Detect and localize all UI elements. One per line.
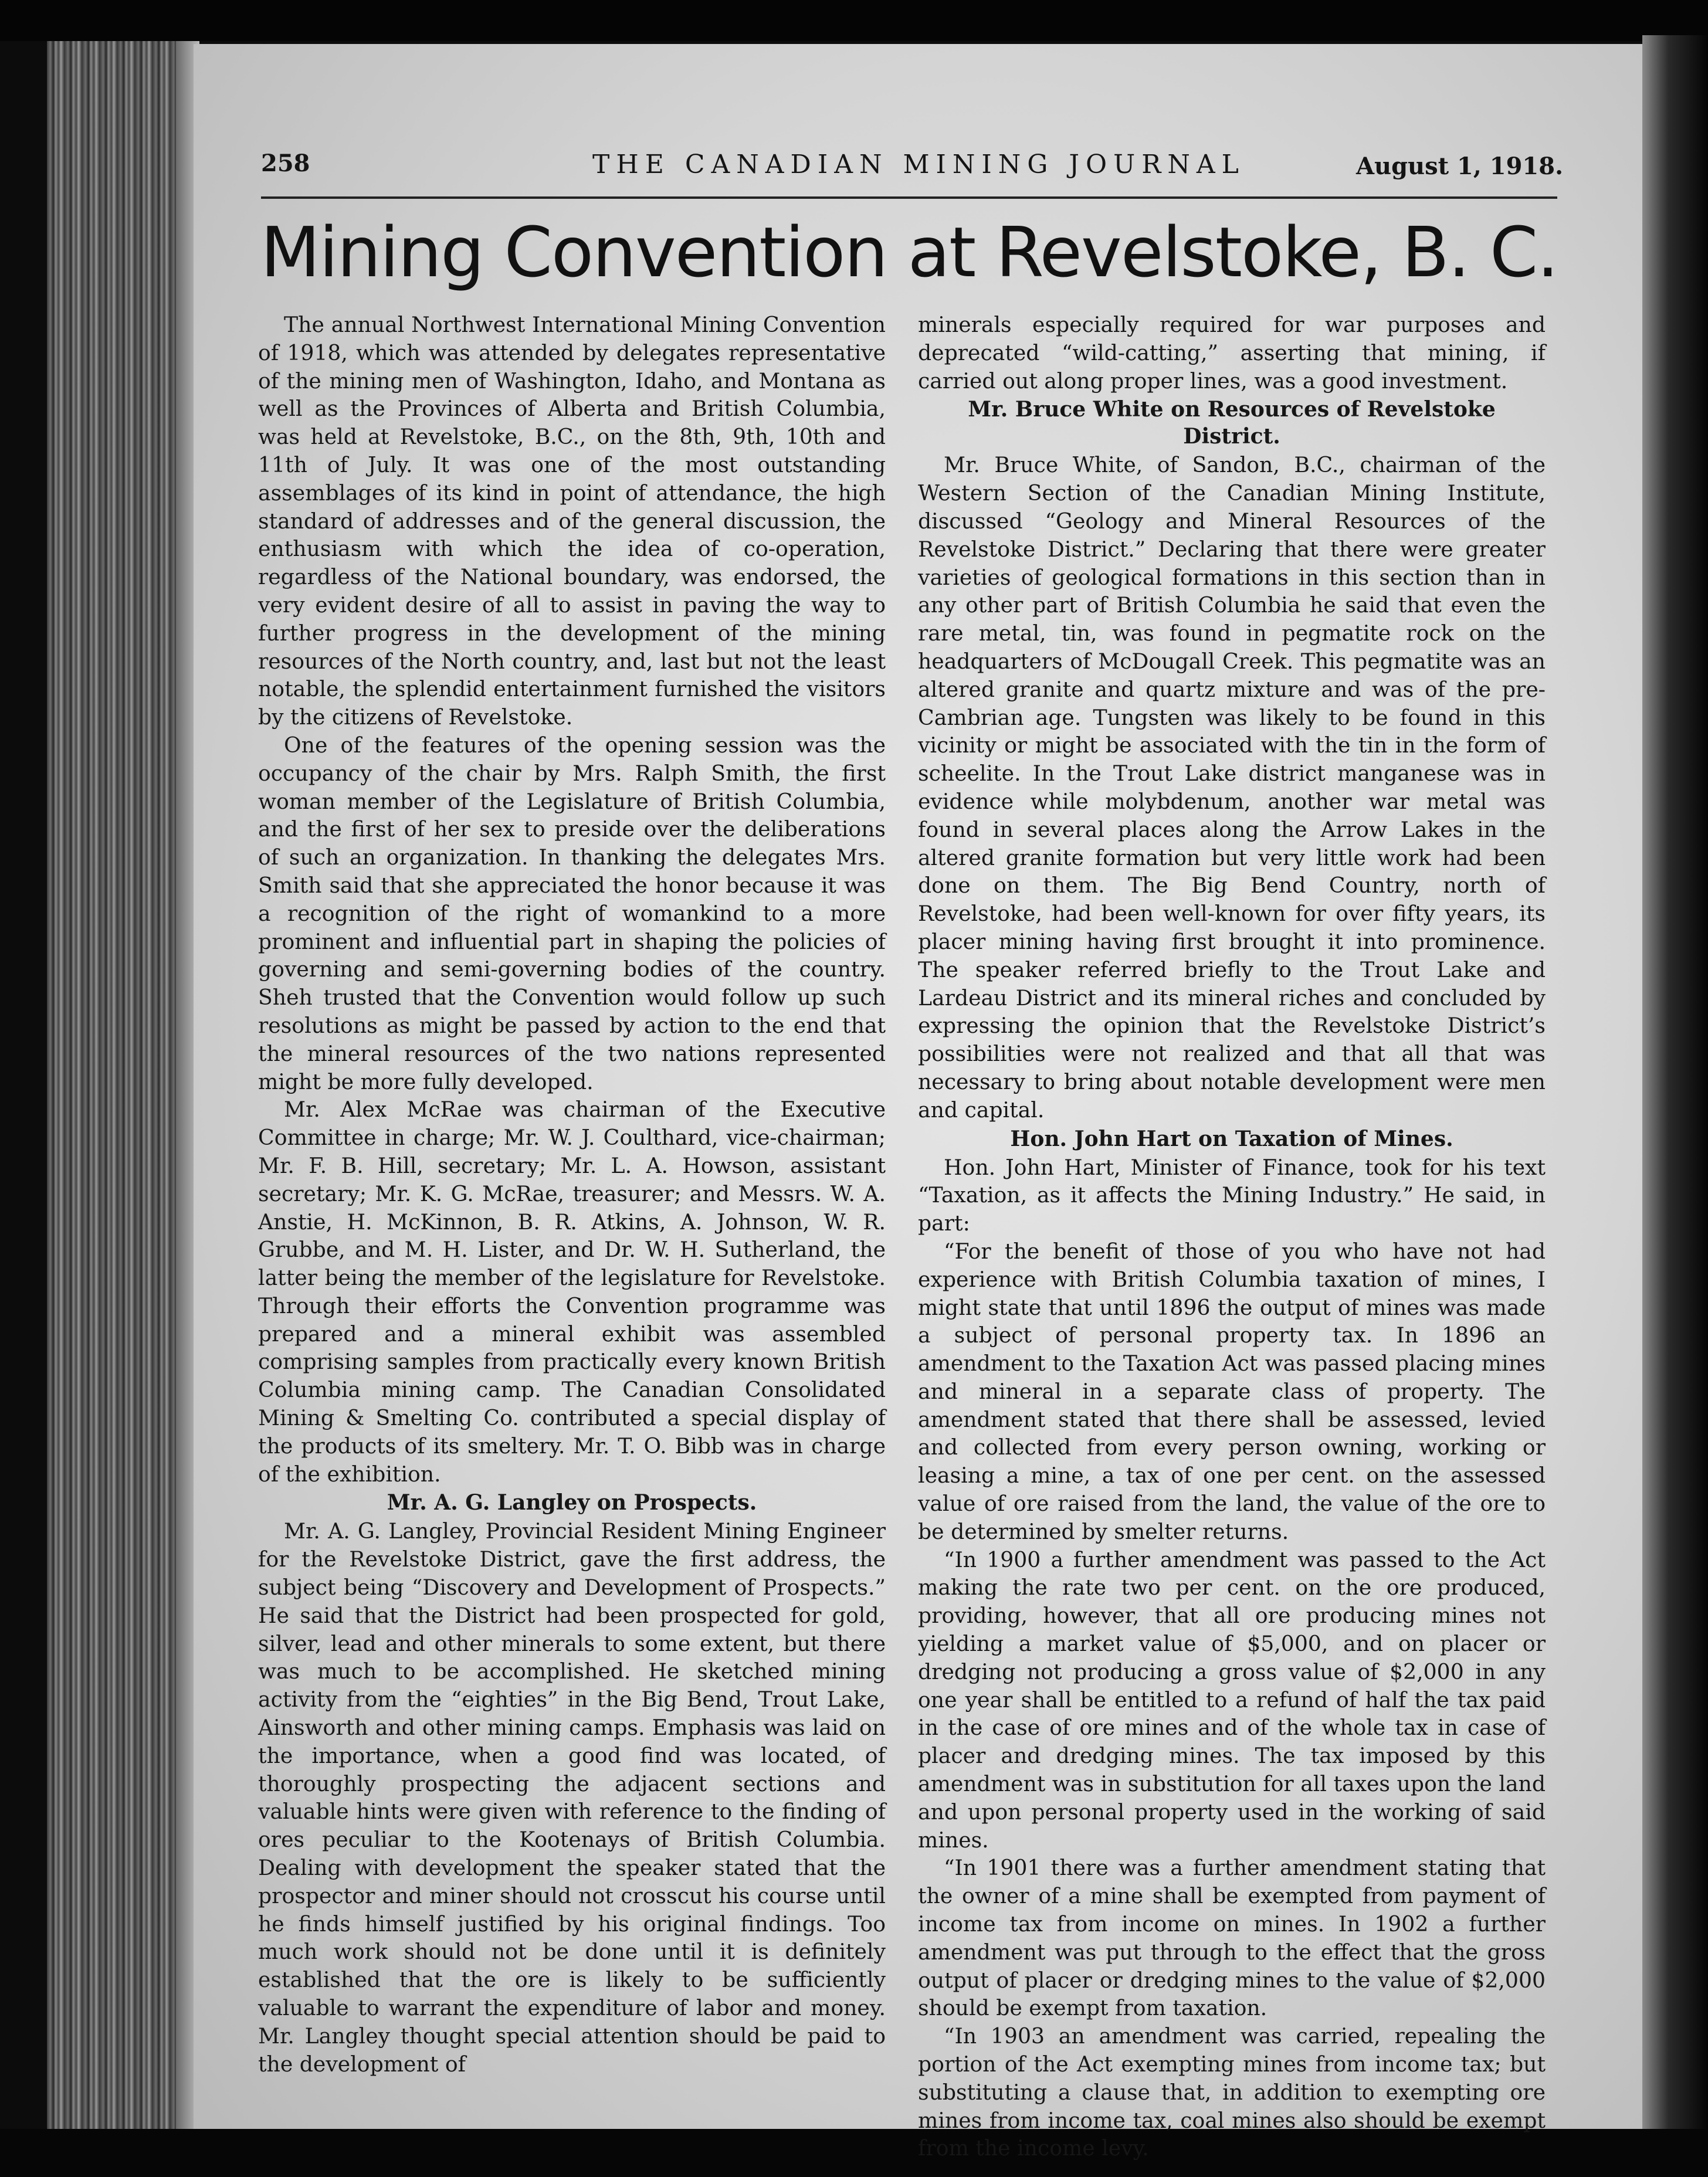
paragraph: Mr. A. G. Langley, Provincial Resident Mining Engineer for the Revelstoke District, gave the first address, the subject being “Discovery and Development of Prospects.” He said that the District had been prospected for gold, silver, lead and other minerals to some extent, but there was much to be accomplished. He sketched mining activity from the “eighties” in the Big Bend, Trout Lake, Ainsworth and other mining camps. Emphasis was laid on the importance, when a good find was located, of thoroughly prospecting the adjacent sections and valuable hints were given with reference to the finding of ores peculiar to the Kootenays of British Columbia. Dealing with development the speaker stated that the prospector and miner should not crosscut his course until he finds himself justified by his original findings. Too much work should not be done until it is definitely established that the ore is likely to be sufficiently valuable to warrant the expenditure of labor and money. Mr. Langley thought special attention should be paid to the development of [258,1518,886,2077]
section-heading: Mr. A. G. Langley on Prospects. [387,1490,757,1515]
paragraph: Mr. Bruce White, of Sandon, B.C., chairman of the Western Section of the Canadian Mining Institute, discussed “Geology and Mineral Resources of the Revelstoke District.” Declaring that there were greater varieties of geological formations in this section than in any other part of British Columbia he said that even the rare metal, tin, was found in pegmatite rock on the headquarters of McDougall Creek. This pegmatite was an altered granite and quartz mixture and was of the pre-Cambrian age. Tungsten was likely to be found in this vicinity or might be associated with the tin in the form of scheelite. In the Trout Lake district manganese was in evidence while molybdenum, another war metal was found in several places along the Arrow Lakes in the altered granite formation but very little work had been done on them. The Big Bend Country, north of Revelstoke, had been well-known for over fifty years, its placer mining having first brought it into prominence. The speaker referred briefly to the Trout Lake and Lardeau District and its mineral riches and concluded by expressing the opinion that the Revelstoke District’s possibilities were not realized and that all that was necessary to bring about notable development were men and capital. [918,452,1546,1123]
section-heading: Mr. Bruce White on Resources of Revelstoke District. [968,397,1496,449]
running-header [261,150,1563,199]
page-curl-shadow [1642,35,1708,2147]
paragraph: “In 1901 there was a further amendment stating that the owner of a mine shall be exempted from payment of income tax from income on mines. In 1902 a further amendment was put through to the effect that the gross output of placer or dredging mines to the value of $2,000 should be exempt from taxation. [918,1855,1546,2021]
paragraph: “In 1900 a further amendment was passed to the Act making the rate two per cent. on the ore produced, providing, however, that all ore producing mines not yielding a market value of $5,000, and on placer or dredging not producing a gross value of $2,000 in any one year shall be entitled to a refund of half the tax paid in the case of ore mines and of the whole tax in case of placer and dredging mines. The tax imposed by this amendment was in substitution for all taxes upon the land and upon personal property used in the working of said mines. [918,1547,1546,1853]
right-column [918,311,1546,2162]
paragraph: Mr. Alex McRae was chairman of the Executive Committee in charge; Mr. W. J. Coulthard, vice-chairman; Mr. F. B. Hill, secretary; Mr. L. A. Howson, assistant secretary; Mr. K. G. McRae, treasurer; and Messrs. W. A. Anstie, H. McKinnon, B. R. Atkins, A. Johnson, W. R. Grubbe, and M. H. Lister, and Dr. W. H. Sutherland, the latter being the member of the legislature for Revelstoke. Through their efforts the Convention programme was prepared and a mineral exhibit was assembled comprising samples from practically every known British Columbia mining camp. The Canadian Consolidated Mining & Smelting Co. contributed a special display of the products of its smeltery. Mr. T. O. Bibb was in charge of the exhibition. [258,1097,886,1487]
paragraph: One of the features of the opening session was the occupancy of the chair by Mrs. Ralph Smith, the first woman member of the Legislature of British Columbia, and the first of her sex to preside over the deliberations of such an organization. In thanking the delegates Mrs. Smith said that she appreciated the honor because it was a recognition of the right of womankind to a more prominent and influential part in shaping the policies of governing and semi-governing bodies of the country. Sheh trusted that the Convention would follow up such resolutions as might be passed by action to the end that the mineral resources of the two nations represented might be more fully developed. [258,732,886,1094]
scan-border-top [0,0,1708,41]
article-title: Mining Convention at Revelstoke, B. C. [260,212,1558,293]
section-heading: Hon. John Hart on Taxation of Mines. [1010,1126,1453,1151]
journal-name: THE CANADIAN MINING JOURNAL [592,150,1245,179]
paragraph: “In 1903 an amendment was carried, repealing the portion of the Act exempting mines from income tax; but substituting a clause that, in addition to exempting ore mines from income tax, coal mines also should be exempt from the income levy. [918,2023,1546,2161]
paragraph-continued: minerals especially required for war purposes and deprecated “wild-catting,” asserting that mining, if carried out along proper lines, was a good investment. [918,312,1546,394]
page-stack-edge [47,41,188,2129]
page-number: 258 [261,150,310,177]
paragraph: “For the benefit of those of you who have not had experience with British Columbia taxation of mines, I might state that until 1896 the output of mines was made a subject of personal property tax. In 1896 an amendment to the Taxation Act was passed placing mines and mineral in a separate class of property. The amendment stated that there shall be assessed, levied and collected from every person owning, working or leasing a mine, a tax of one per cent. on the assessed value of ore raised from the land, the value of the ore to be determined by smelter returns. [918,1238,1546,1544]
left-column [258,311,886,2078]
issue-date: August 1, 1918. [1355,152,1563,180]
paragraph: The annual Northwest International Mining Convention of 1918, which was attended by delegates representative of the mining men of Washington, Idaho, and Montana as well as the Provinces of Alberta and British Columbia, was held at Revelstoke, B.C., on the 8th, 9th, 10th and 11th of July. It was one of the most outstanding assemblages of its kind in point of attendance, the high standard of addresses and of the general discussion, the enthusiasm with which the idea of co-operation, regardless of the National boundary, was endorsed, the very evident desire of all to assist in paving the way to further progress in the development of the mining resources of the North country, and, last but not the least notable, the splendid entertainment furnished the visitors by the citizens of Revelstoke. [258,312,886,730]
paragraph: Hon. John Hart, Minister of Finance, took for his text “Taxation, as it affects the Mining Industry.” He said, in part: [918,1154,1546,1236]
